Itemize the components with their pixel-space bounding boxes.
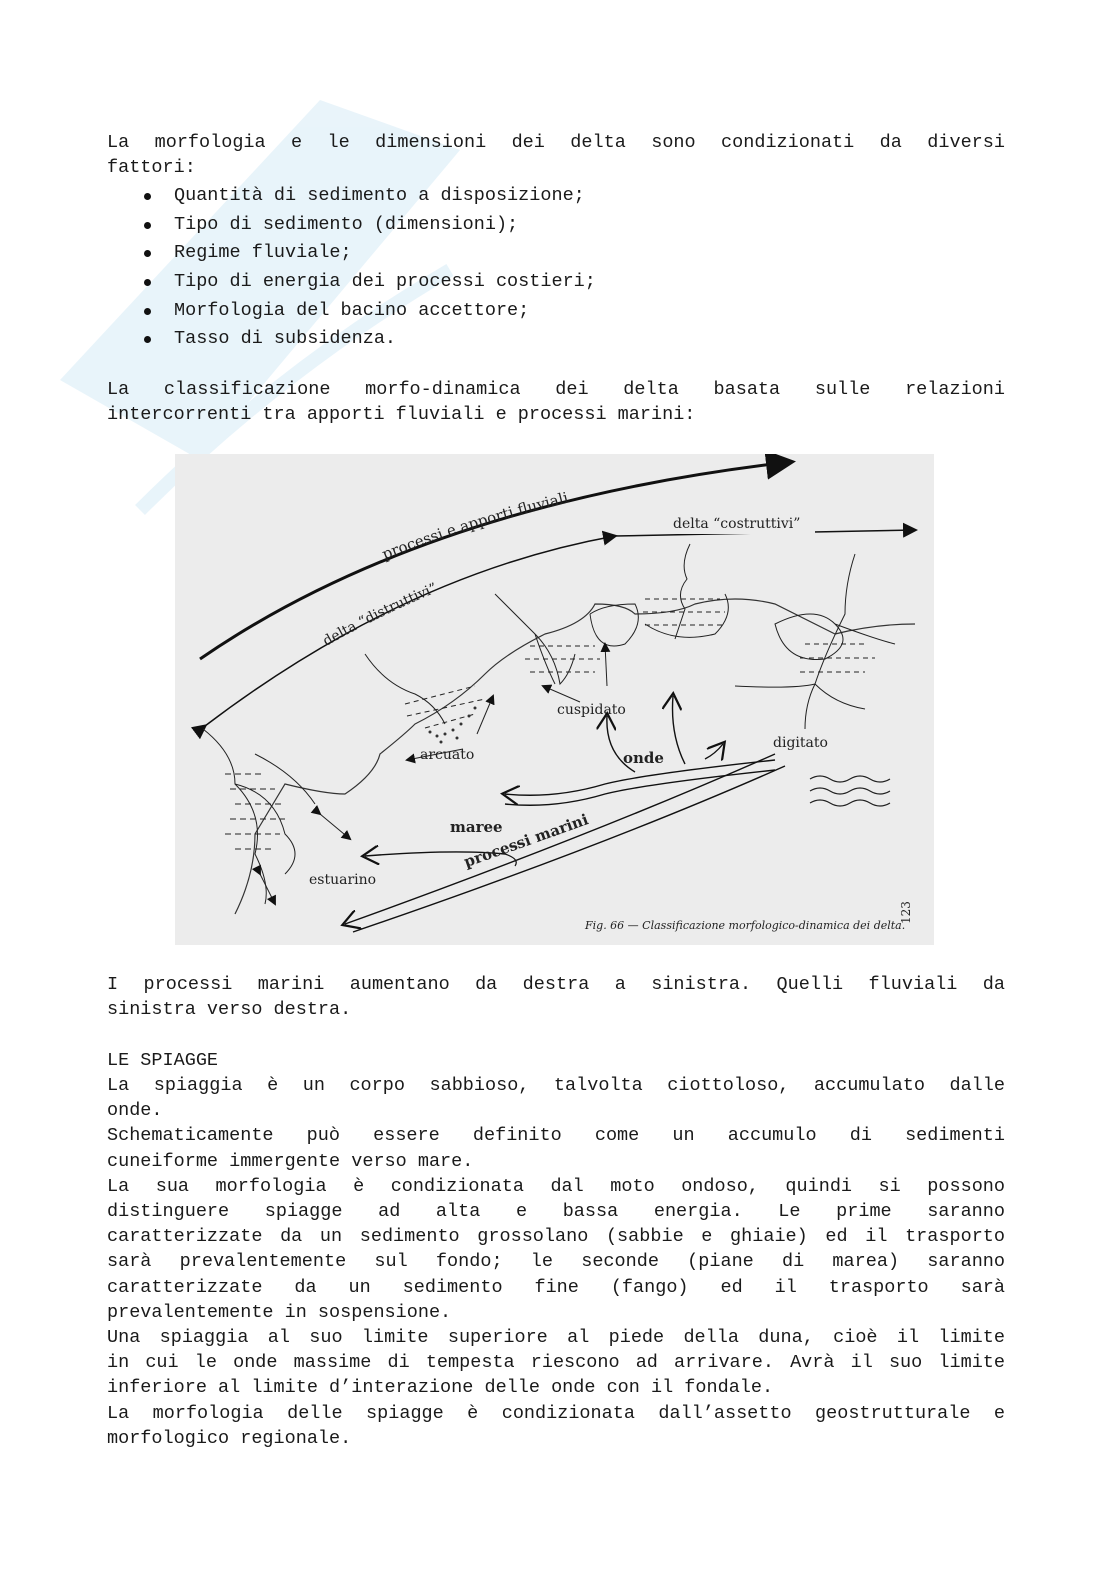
beaches-line: caratterizzate da un sedimento fine (fango) ed il trasporto sarà [107,1276,1005,1298]
digitate-delta [735,554,895,729]
arcuate-label: arcuato [420,747,475,763]
factors-list-wrapper [107,182,1005,354]
figure-caption: Fig. 66 — Classificazione morfologico-dinamica dei delta. [585,919,906,932]
marine-label: processi marini [461,810,591,872]
beaches-line: La sua morfologia è condizionata dal moto ondoso, quindi si possono [107,1175,1005,1197]
lobate-delta [643,544,728,639]
classification-line-2: intercorrenti tra apporti fluviali e processi marini: [107,404,696,426]
beaches-line: La morfologia delle spiagge è condizionata dall’assetto geostrutturale e [107,1402,1005,1424]
beaches-line: cuneiforme immergente verso mare. [107,1150,474,1172]
intro-paragraph [107,130,1005,180]
beaches-line: in cui le onde massime di tempesta riescono ad arrivare. Avrà il suo limite [107,1352,1005,1374]
beaches-line: La spiaggia è un corpo sabbioso, talvolta ciottoloso, accumulato dalle [107,1075,1005,1096]
sea-waves-icon [810,776,890,806]
destructive-arrow [205,536,615,726]
list-item: Quantità di sedimento a disposizione; [107,182,1005,211]
list-item: Tipo di sedimento (dimensioni); [107,211,1005,240]
after-figure-paragraph [107,972,1005,1022]
intro-line-2: fattori: [107,157,196,179]
constructive-label: delta “costruttivi” [673,516,801,532]
list-item: Tipo di energia dei processi costieri; [107,268,1005,297]
page-number: 123 [899,901,913,924]
classification-line-1: La classificazione morfo-dinamica dei delta basata sulle relazioni [107,379,1005,400]
figure-drawing [175,454,934,945]
list-item: Tasso di subsidenza. [107,325,1005,354]
cuspate-delta [495,594,638,702]
waves-label: onde [623,749,664,767]
factors-list [107,182,1005,354]
cuspate-label: cuspidato [557,702,626,718]
marine-arrow [345,754,785,932]
fluvial-arrow-label: processi e apporti fluviali [379,488,571,564]
intro-line-1: La morfologia e le dimensioni dei delta sono condizionati da diversi [107,132,1005,153]
section-heading: LE SPIAGGE [107,1050,219,1071]
estuarine-label: estuarino [309,872,377,888]
fluvial-arrow [200,462,790,659]
beaches-line: Una spiaggia al suo limite superiore al piede della duna, cioè il limite [107,1327,1005,1349]
bullet-icon [144,193,151,200]
list-item: Regime fluviale; [107,239,1005,268]
beaches-line: morfologico regionale. [107,1427,352,1449]
tides-label: maree [450,818,503,836]
beaches-line: sarà prevalentemente sul fondo; le seconde (piane di marea) saranno [107,1251,1005,1273]
bullet-icon [144,336,151,343]
destructive-label: delta “distruttivi” [320,580,440,650]
beaches-line: distinguere spiagge ad alta e bassa energia. Le prime saranno [107,1201,1005,1223]
arcuate-delta [365,654,493,760]
bullet-icon [144,222,151,229]
beaches-line: onde. [107,1100,163,1122]
beaches-line: caratterizzate da un sedimento grossolano (sabbie e ghiaie) ed il trasporto [107,1226,1005,1248]
classification-paragraph [107,377,1005,427]
bullet-icon [144,308,151,315]
after-figure-line-1: I processi marini aumentano da destra a sinistra. Quelli fluviali da [107,974,1005,995]
after-figure-line-2: sinistra verso destra. [107,999,352,1021]
digitate-label: digitato [773,735,828,751]
list-item: Morfologia del bacino accettore; [107,297,1005,326]
delta-classification-figure [175,454,934,945]
beaches-line: inferiore al limite d’interazione delle onde con il fondale. [107,1377,774,1399]
beaches-paragraphs [107,1073,1005,1451]
bullet-icon [144,250,151,257]
beaches-line: prevalentemente in sospensione. [107,1301,452,1323]
beaches-line: Schematicamente può essere definito come un accumulo di sedimenti [107,1125,1005,1147]
bullet-icon [144,279,151,286]
